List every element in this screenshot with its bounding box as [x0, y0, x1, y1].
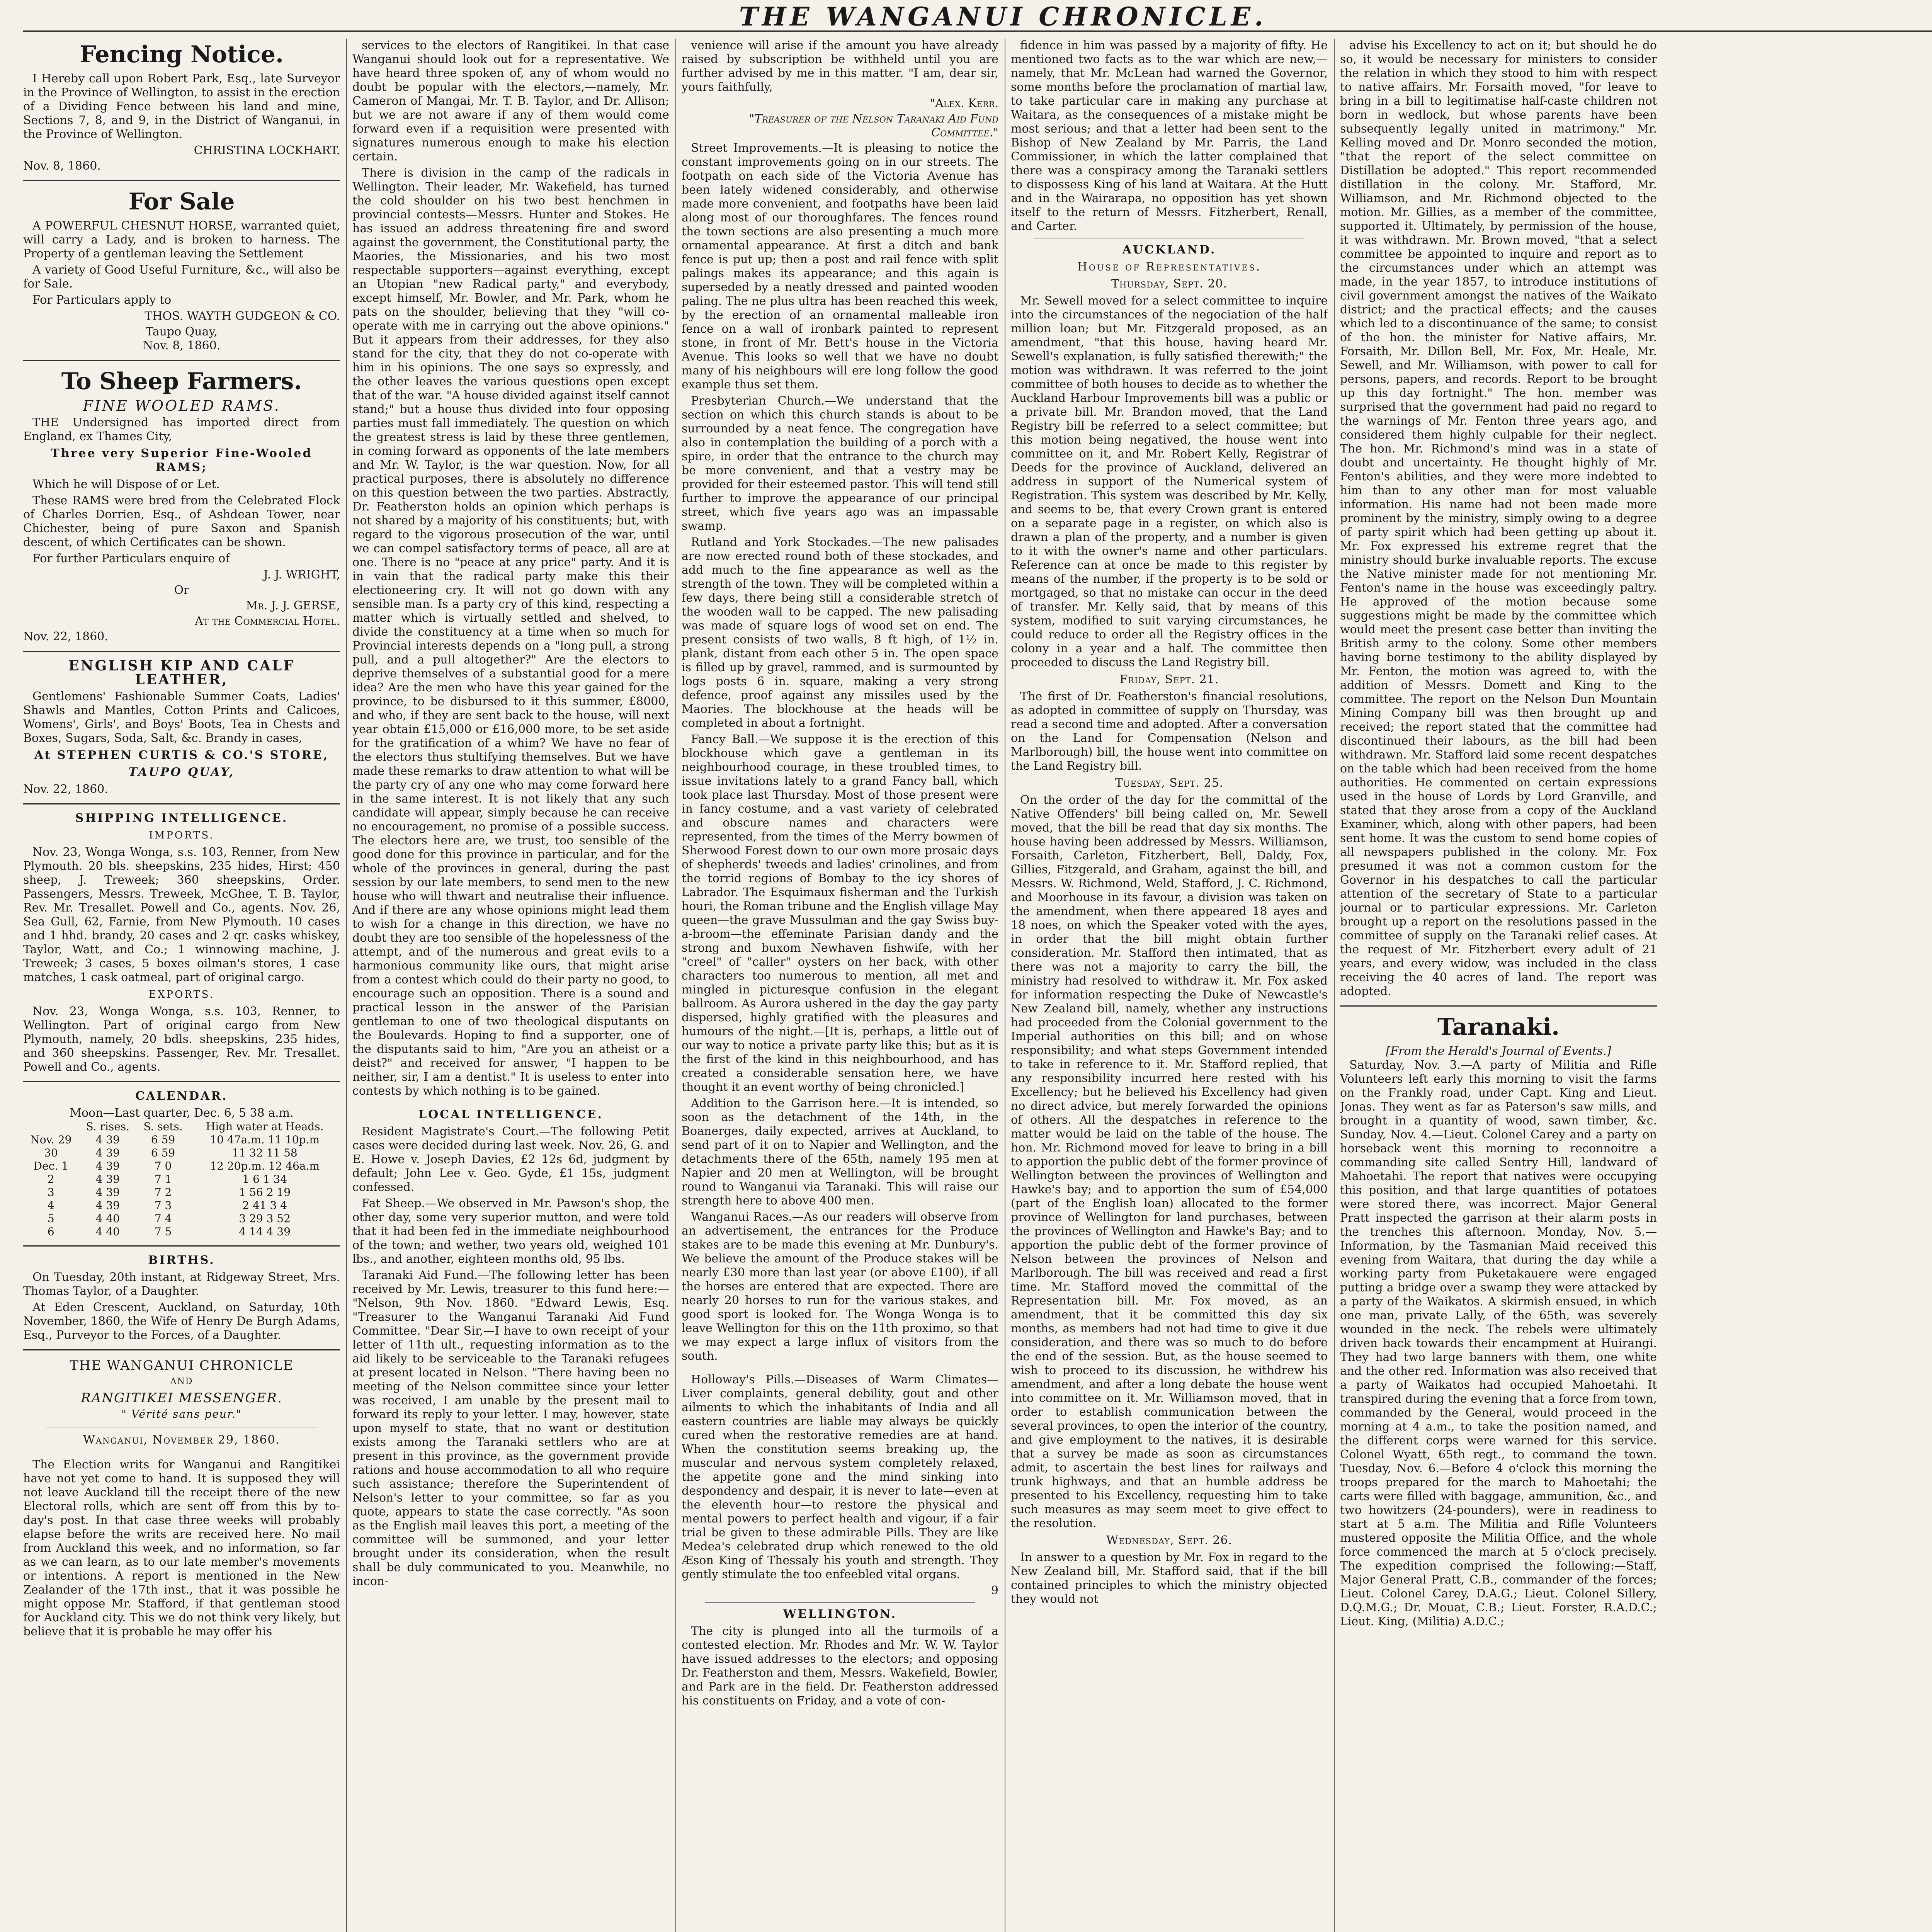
column-rule [1334, 39, 1335, 1932]
calendar-cell: 30 [44, 1146, 58, 1159]
magistrate-court: Resident Magistrate's Court.—The following Petit cases were decided during last week. Nov. 26, G. and E. Howe v. Joseph Davies, £2 12s 6d, judgment by default; John Lee v. Geo. Gyde, £1 15s, judgment confessed. [352, 1125, 669, 1194]
sheep-subheading: FINE WOOLED RAMS. [83, 397, 281, 414]
column-5-inner [1340, 39, 1657, 1629]
wanganui-races: Wanganui Races.—As our readers will observe from an advertisement, the entrances for the Produce stakes are to be made this evening at Mr. Dunbury's. We believe the amount of the Produce stakes will be nearly £30 more than last year (or above £100), if all the horses are entered that are expected. There are nearly 20 horses to run for the various stakes, and good sport is looked for. The Wonga Wonga is to leave Wellington for this on the 11th proximo, so that we may expect a large influx of visitors from the south. [682, 1210, 998, 1363]
fancy-ball: Fancy Ball.—We suppose it is the erection of this blockhouse which gave a gentleman in its neighbourhood courage, in these troubled times, to issue invitations lately to a grand Fancy ball, which took place last Thursday. Most of those present were in fancy costume, and a vast variety of celebrated and obscure names and characters were represented, from the times of the Merry bowmen of Sherwood Forest down to our own more prosaic days of shepherds' tweeds and ladies' crinolines, and from the torrid regions of Bombay to the icy shores of Labrador. The Esquimaux fisherman and the Turkish houri, the Roman tribune and the English village May queen—the grave Mussulman and the gay Swiss buy-a-broom—the effeminate Parisian dandy and the strong and buxom Newhaven fishwife, with her "creel" of "caller" oysters on her back, with other characters too numerous to mention, all met and mingled in picturesque confusion in the elegant ballroom. As Aurora ushered in the day the gay party dispersed, highly gratified with the pleasures and humours of the night.—[It is, perhaps, a little out of our way to notice a private party like this; but as it is the first of the kind in this neighbourhood, and has created a considerable sensation here, we have thought it an event worthy of being chronicled.] [682, 733, 998, 1094]
aid-fund-continued: venience will arise if the amount you have already raised by subscription be withheld until you are further advised by me in this matter. "I am, dear sir, yours faithfully, [682, 39, 998, 94]
paper-title-2: RANGITIKEI MESSENGER. [81, 1390, 282, 1406]
calendar-cell: 4 39 [95, 1173, 120, 1185]
presbyterian-church: Presbyterian Church.—We understand that the section on which this church stands is about to be surrounded by a neat fence. The congregation have also in contemplation the building of a porch with a spire, in order that the entrance to the church may be more convenient, and that a vestry may be provided for their esteemed pastor. This will tend still further to improve the appearance of our principal street, which five years ago was an impassable swamp. [682, 394, 998, 533]
calendar-header: High water at Heads. [206, 1120, 324, 1133]
aid-fund-signer: "Alex. Kerr. [930, 97, 998, 110]
street-improvements: Street Improvements.—It is pleasing to notice the constant improvements going on in our streets. The footpath on each side of the Victoria Avenue has been lately widened considerably, and otherwise made more convenient, and footpaths have been laid along most of our thoroughfares. The fences round the town sections are also presenting a much more ornamental appearance. At first a ditch and bank fence is put up; then a post and rail fence with split palings makes its appearance; and this again is superseded by a neatly dressed and painted wooden paling. The ne plus ultra has been reached this week, by the erection of an ornamental malleable iron fence on a wall of ironbark painted to represent stone, in front of Mr. Bett's house in the Victoria Avenue. This looks so well that we have no doubt many of his neighbours will ere long follow the good example thus set them. [682, 141, 998, 391]
calendar-row [23, 1133, 340, 1146]
divider [23, 360, 340, 361]
calendar-header [23, 1120, 79, 1133]
columns [23, 39, 1932, 1932]
fencing-heading: Fencing Notice. [80, 41, 284, 68]
fencing-notice [23, 41, 340, 173]
column-5 [1340, 39, 1932, 1932]
wellington-body: The city is plunged into all the turmoils of a contested election. Mr. Rhodes and Mr. W. W. Taylor have issued addresses to the electors; and opposing Dr. Featherston and them, Messrs. Wakefield, Bowler, and Park are in the field. Dr. Featherston addressed his constituents on Friday, and a vote of con- [682, 1624, 998, 1708]
sheep-body-4: These RAMS were bred from the Celebrated Flock of Charles Dorrien, Esq., of Ashdean Tower, near Chichester, being of pure Saxon and Spanish descent, of which Certificates can be shown. [23, 494, 340, 549]
calendar-cell: 4 39 [95, 1146, 120, 1159]
fencing-body: I Hereby call upon Robert Park, Esq., late Surveyor in the Province of Wellington, to assist in the erection of a Dividing Fence between his land and mine, Sections 7, 8, and 9, in the District of Wanganui, in the Province of Wellington. [23, 72, 340, 141]
calendar-cell: 4 40 [95, 1212, 120, 1225]
imports-body: Nov. 23, Wonga Wonga, s.s. 103, Renner, from New Plymouth. 20 bls. sheepskins, 235 hides, Hirst; 450 sheep, J. Treweek; 360 sheepskins, Order. Passengers, Messrs. Treweek, McGhee, T. B. Taylor, Rev. Mr. Tresallet. Powell and Co., agents. Nov. 26, Sea Gull, 62, Farnie, from New Plymouth. 10 cases and 1 hhd. brandy, 20 cases and 2 qr. casks whiskey, Taylor, Watt, and Co.; 1 winnowing machine, J. Treweek; 3 cases, 5 boxes oilman's stores, 1 case matches, 1 cask oatmeal, part of original cargo. [23, 845, 340, 984]
sitting-body-3: On the order of the day for the committal of the Native Offenders' bill being called on, Mr. Sewell moved, that the bill be read that day six months. The house having been addressed by Messrs. Williamson, Forsaith, Carleton, Fitzherbert, Bell, Daldy, Fox, Gillies, Fitzgerald, and Graham, against the bill, and Messrs. W. Richmond, Weld, Stafford, J. C. Richmond, and Moorhouse in its favour, a division was taken on the amendment, when there appeared 18 ayes and 18 noes, on which the Speaker voted with the ayes, in order that the bill might obtain further consideration. Mr. Stafford then intimated, that as there was not a majority to carry the bill, the ministry had resolved to withdraw it. Mr. Fox asked for information respecting the Duke of Newcastle's New Zealand bill, namely, whether any instructions had proceeded from the Colonial government to the Imperial authorities on this bill; and on whose responsibility; and what steps Government intended to take in reference to it. Mr. Stafford replied, that any responsibility incurred here rested with his Excellency; but he believed his Excellency had given no direct advice, but merely forwarded the opinions of others. All the despatches in reference to the matter would be laid on the table of the house. The hon. Mr. Richmond moved for leave to bring in a bill to apportion the public debt of the former province of Wellington between the provinces of Wellington and Hawke's bay; and to apportion the sum of £54,000 (part of the English loan) allocated to the former province of Wellington for land purchases, between the provinces of Wellington and Hawke's Bay; and to apportion the public debt of the former province of Nelson between the provinces of Nelson and Marlborough. The bill was received and read a first time. Mr. Stafford moved the committal of the Representation bill. Mr. Fox moved, as an amendment, that it be committed this day six months, as members had not had time to give it due consideration, and there was so much to do before the end of the session. But, as the house seemed to wish to proceed to its discussion, he withdrew his amendment, and after a long debate the house went into committee on it. Mr. Williamson moved, that in order to establish communication between the several provinces, to open the interior of the country, and give employment to the natives, it is desirable that a survey be made as soon as circumstances admit, to ascertain the best lines for railways and trunk highways, and that an humble address be presented to his Excellency, requesting him to take such measures as may seem meet to give effect to the resolution. [1011, 793, 1328, 1530]
calendar-cell: 7 3 [154, 1199, 172, 1212]
shipping-intelligence [23, 811, 340, 1074]
calendar-table [23, 1120, 340, 1238]
leather-store: At STEPHEN CURTIS & CO.'S STORE, [34, 748, 329, 762]
sitting-body-2: The first of Dr. Featherston's financial resolutions, as adopted in committee of supply on Thursday, was read a second time and adopted. After a conversation on the Land for Compensation (Nelson and Marlborough) bill, the house went into committee on the Land Registry bill. [1011, 690, 1328, 773]
leather-ad [23, 659, 340, 796]
column-3 [682, 39, 998, 1932]
divider [23, 180, 340, 181]
for-sale-ad [23, 188, 340, 353]
for-sale-body-3: For Particulars apply to [32, 293, 172, 307]
taranaki-aid-fund: Taranaki Aid Fund.—The following letter has been received by Mr. Lewis, treasurer to this fund here:— "Nelson, 9th Nov. 1860. "Edward Lewis, Esq. "Treasurer to the Wanganui Taranaki Aid Fund Committee. "Dear Sir,—I have to own receipt of your letter of 11th ult., requesting information as to the aid likely to be serviceable to the Taranaki refugees at present located in Nelson. "There having been no meeting of the Nelson committee since your letter was received, I am unable by the present mail to forward its reply to your letter. I may, however, state upon myself to state, that no want or destitution exists among the Taranaki settlers who are at present in this province, as the government provide rations and house accommodation to all who require such assistance; therefore the Superintendent of Nelson's letter to your committee, so far as you quote, appears to state the case correctly. "As soon as the English mail leaves this port, a meeting of the committee will be summoned, and your letter brought under its consideration, when the result shall be duly communicated to you. Meanwhile, no incon- [352, 1269, 669, 1588]
calendar-cell: 4 39 [95, 1199, 120, 1212]
calendar-cell: 3 29 3 52 [239, 1212, 291, 1225]
divider [23, 1245, 340, 1247]
ad-number: 9 [991, 1584, 998, 1597]
taranaki-journal: Saturday, Nov. 3.—A party of Militia and Rifle Volunteers left early this morning to visit the farms on the Frankly road, under Capt. King and Lieut. Jonas. They went as far as Paterson's saw mills, and brought in a quantity of wood, sawn timber, &c. Sunday, Nov. 4.—Lieut. Colonel Carey and a party on horseback went this morning to reconnoitre a commanding site called Sentry Hill, landward of Mahoetahi. The report that natives were occupying this position, and that large quantities of potatoes were stored there, was incorrect. Major General Pratt inspected the garrison at their alarm posts in the trenches this afternoon. Monday, Nov. 5.—Information, by the Tasmanian Maid received this evening from Waitara, that during the day while a working party from Puketakauere were engaged putting a bridge over a swamp they were attacked by a party of the Waikatos. A skirmish ensued, in which one man, private Lally, of the 65th, was severely wounded in the neck. The rebels were ultimately driven back towards their encampment at Huirangi. They had two large banners with them, one white and the other red. Information was also received that a party of Waikatos had occupied Mahoetahi. It transpired during the evening that a force from town, commanded by the General, would proceed in the morning at 4 a.m., to take the position named, and the different corps were warned for this service. Colonel Wyatt, 65th regt., to command the town. Tuesday, Nov. 6.—Before 4 o'clock this morning the troops prepared for the march to Mahoetahi; the carts were filled with baggage, ammunition, &c., and two howitzers (24-pounders), were in readiness to start at 5 a.m. The Militia and Rifle Volunteers mustered opposite the Militia Office, and the whole force commenced the march at 5 o'clock precisely. The expedition comprised the following:—Staff, Major General Pratt, C.B., commander of the forces; Lieut. Colonel Carey, D.A.G.; Lieut. Colonel Sillery, D.Q.M.G.; Dr. Mouat, C.B.; Lieut. Forster, R.A.D.C.; Lieut. King, (Militia) A.D.C.; [1340, 1058, 1657, 1628]
sheep-date: Nov. 22, 1860. [23, 630, 108, 643]
calendar-cell: 11 32 11 58 [232, 1146, 298, 1159]
paper-and: AND [170, 1377, 193, 1386]
masthead-rule [23, 30, 1932, 32]
newspaper-title: THE WANGANUI CHRONICLE. [739, 2, 1267, 32]
calendar-cell: 7 4 [154, 1212, 172, 1225]
taranaki-heading: Taranaki. [1437, 1014, 1560, 1041]
divider [1340, 1005, 1657, 1007]
sheep-body-2: Three very Superior Fine-Wooled RAMS; [51, 447, 313, 474]
births [23, 1253, 340, 1342]
for-sale-body-2: A variety of Good Useful Furniture, &c., will also be for Sale. [23, 263, 340, 291]
divider [705, 1602, 975, 1603]
sitting-body-1: Mr. Sewell moved for a select committee to inquire into the circumstances of the negociation of the half million loan; but Mr. Fitzgerald proposed, as an amendment, "that this house, having heard Mr. Sewell's explanation, is fully satisfied therewith;" the motion was withdrawn. It was referred to the joint committee of both houses to decide as to whether the Auckland Harbour Improvements bill was a public or a private bill. Mr. Brandon moved, that the Land Registry bill be referred to a select committee; but this motion being negatived, the house went into committee on it, and Mr. Robert Kelly, Registrar of Deeds for the province of Auckland, delivered an address in support of the Numerical system of Registration. This system was described by Mr. Kelly, and seems to be, that every Crown grant is entered on a separate page in a register, on which also is drawn a plan of the property, and a number is given to it with the owner's name and other particulars. Reference can at once be made to this register by means of the number, if the property is to be sold or mortgaged, so that no mistake can occur in the deed of transfer. Mr. Kelly said, that by means of this system, modified to suit varying circumstances, he could reduce to order all the Registry offices in the colony in a year and a half. The committee then proceeded to discuss the Land Registry bill. [1011, 294, 1328, 669]
leather-date: Nov. 22, 1860. [23, 782, 108, 796]
calendar-row [23, 1160, 340, 1173]
calendar-cell: Dec. 1 [33, 1160, 68, 1172]
garrison-addition: Addition to the Garrison here.—It is intended, so soon as the detachment of the 14th, in the Boanerges, daily expected, arrives at Auckland, to send part of it on to Napier and Wellington, and the detachments there of the 65th, namely 195 men at Napier and 20 men at Wellington, will be brought round to Wanganui via Taranaki. This will raise our strength here to above 400 men. [682, 1097, 998, 1208]
calendar-cell: 7 2 [154, 1186, 172, 1199]
calendar-heading: CALENDAR. [135, 1089, 228, 1103]
local-intelligence-heading: LOCAL INTELLIGENCE. [418, 1108, 603, 1121]
leather-heading: ENGLISH KIP AND CALF LEATHER, [68, 658, 295, 688]
calendar-cell: 12 20p.m. 12 46a.m [210, 1160, 320, 1172]
calendar-cell: 1 6 1 34 [242, 1173, 287, 1185]
aid-fund-signer-title: "Treasurer of the Nelson Taranaki Aid Fund Committee." [749, 112, 998, 139]
sheep-heading: To Sheep Farmers. [61, 368, 302, 395]
births-heading: BIRTHS. [148, 1253, 215, 1267]
wellington-heading: WELLINGTON. [783, 1607, 897, 1621]
calendar-cell: 1 56 2 19 [239, 1186, 291, 1199]
calendar-cell: 7 5 [154, 1225, 172, 1238]
column-rule [675, 39, 676, 1932]
sheep-body-5: For further Particulars enquire of [32, 552, 230, 565]
calendar-cell: 5 [47, 1212, 54, 1225]
calendar-cell: 7 1 [154, 1173, 172, 1185]
sitting-continued: advise his Excellency to act on it; but should he do so, it would be necessary for ministers to consider the relation in which they stood to him with respect to native affairs. Mr. Forsaith moved, "for leave to bring in a bill to legitimatise half-caste children not born in wedlock, but whose parents have been subsequently legally united in matrimony." Mr. Kelling moved and Dr. Monro seconded the motion, "that the report of the select committee on Distillation be adopted." This report recommended distillation in the colony. Mr. Stafford, Mr. Williamson, and Mr. Richmond objected to the motion. Mr. Gillies, as a member of the committee, supported it. Ultimately, by permission of the house, it was withdrawn. Mr. Brown moved, "that a select committee be appointed to inquire and report as to the circumstances under which an attempt was made, in the year 1857, to introduce institutions of civil government amongst the natives of the Waikato district; and the practical effects; and the causes which led to a discontinuance of the same; to consist of the hon. the minister for Native affairs, Mr. Forsaith, Mr. Dillon Bell, Mr. Fox, Mr. Heale, Mr. Sewell, and Mr. Williamson, with power to call for persons, papers, and records. Report to be brought up this day fortnight." The hon. member was surprised that the government had paid no regard to the warnings of Mr. Fenton three years ago, and considered them highly culpable for their neglect. The hon. Mr. Richmond's mind was in a state of doubt and uncertainty. He thought highly of Mr. Fenton's abilities, and they were more indebted to him than to any other man for most valuable information. His name had not been made more prominent by the ministry, simply owing to a degree of party spirit which had been getting up about it. Mr. Fox expressed his extreme regret that the ministry should burke invaluable reports. The excuse the Native minister made for not mentioning Mr. Fenton's name in the house was exceedingly paltry. He approved of the motion because some suggestions might be made by the committee which would meet the present case better than inviting the British army to the colony. Some other members having borne testimony to the ability displayed by Mr. Fenton, the motion was agreed to, with the addition of Messrs. Domett and King to the committee. The report on the Nelson Dun Mountain Mining Company bill was then brought up and received; the report stated that the committee had discontinued their labours, as the bill had been withdrawn. Mr. Stafford laid some recent despatches on the table which had been received from the home authorities. He commented on certain expressions used in the house of Lords by Lord Granville, and stated that they arose from a copy of the Auckland Examiner, which, along with other papers, had been sent home. It was the custom to send home copies of all newspapers published in the colony. Mr. Fox presumed it was not a common custom for the Governor in his despatches to call the particular attention of the secretary of State to a particular journal or to particular expressions. Mr. Carleton brought up a report on the resolutions passed in the committee of supply on the Taranaki relief cases. At the request of Mr. Fitzherbert every adult of 21 years, and every widow, was included in the class receiving the 40 acres of land. The report was adopted. [1340, 39, 1657, 998]
calendar-row [23, 1225, 340, 1238]
masthead [0, 0, 1932, 32]
calendar [23, 1089, 340, 1238]
stockades: Rutland and York Stockades.—The new palisades are now erected round both of these stockades, and add much to the fine appearance as well as the strength of the town. They will be completed within a few days, there being still a considerable stretch of the wooden wall to be capped. The new palisading was made of square logs of wood set on end. The present consists of two walls, 8 ft high, of 1½ in. plank, distant from each other 5 in. The open space is filled up by gravel, rammed, and is surmounted by logs posts 6 in. square, making a very strong defence, proof against any missiles used by the Maories. The blockhouse at the heads will be completed in about a fortnight. [682, 536, 998, 730]
calendar-cell: 2 [47, 1173, 54, 1185]
calendar-cell: Nov. 29 [30, 1133, 72, 1146]
sheep-signer-2: Mr. J. J. GERSE, [246, 599, 340, 612]
column-1 [23, 39, 340, 1932]
for-sale-body-1: A POWERFUL CHESNUT HORSE, warranted quiet, will carry a Lady, and is broken to harness. The Property of a gentleman leaving the Settlement [23, 219, 340, 260]
for-sale-heading: For Sale [128, 188, 235, 215]
births-body-1: On Tuesday, 20th instant, at Ridgeway Street, Mrs. Thomas Taylor, of a Daughter. [23, 1270, 340, 1298]
fencing-date: Nov. 8, 1860. [23, 159, 101, 173]
calendar-cell: 6 59 [151, 1146, 175, 1159]
calendar-cell: 6 59 [151, 1133, 175, 1146]
holloways-pills-ad: Holloway's Pills.—Diseases of Warm Climates—Liver complaints, general debility, gout and other ailments to which the inhabitants of India and all eastern countries are liable may always be quickly cured when the restorative remedies are at hand. When the constitution seems breaking up, the muscular and nervous system completely relaxed, the appetite gone and the mind sinking into despondency and despair, it is never to late—even at the eleventh hour—to restore the physical and mental powers to perfect health and vigour, if a fair trial be given to these admirable Pills. They are like Medea's celebrated drup which renewed to the old Æson King of Thessaly his youth and strength. They gently stimulate the too enfeebled vital organs. [682, 1373, 998, 1581]
calendar-row [23, 1173, 340, 1186]
wellington-continued: fidence in him was passed by a majority of fifty. He mentioned two facts as to the war which are new,—namely, that Mr. McLean had warned the Governor, some months before the proclamation of martial law, to take particular care in making any purchase at Waitara, as the consequences of a mistake might be most serious; and that a letter had been sent to the Bishop of New Zealand by Mr. Parris, the Land Commissioner, in which the latter complained that there was a conspiracy among the Taranaki settlers to dispossess King of his land at Waitara. At the Hutt and in the Wairarapa, no opposition has yet shown itself to the return of Messrs. Fitzherbert, Renall, and Carter. [1011, 39, 1328, 233]
calendar-cell: 4 [47, 1199, 54, 1212]
for-sale-place: Taupo Quay, [146, 325, 218, 338]
sheep-or: Or [174, 583, 189, 597]
for-sale-signer: THOS. WAYTH GUDGEON & CO. [145, 310, 340, 323]
exports-body: Nov. 23, Wonga Wonga, s.s. 103, Renner, to Wellington. Part of original cargo from New Plymouth, namely, 20 bdls. sheepskins, 235 hides, and 360 sheepskins. Passenger, Rev. Mr. Tresallet. Powell and Co., agents. [23, 1005, 340, 1074]
sitting-date-4: Wednesday, Sept. 26. [1106, 1534, 1232, 1547]
taranaki-source: [From the Herald's Journal of Events.] [1386, 1044, 1611, 1058]
calendar-header: S. rises. [86, 1120, 130, 1133]
for-sale-date: Nov. 8, 1860. [143, 339, 221, 352]
house-heading: House of Representatives. [1077, 260, 1262, 274]
calendar-cell: 7 0 [154, 1160, 172, 1172]
sitting-date-1: Thursday, Sept. 20. [1111, 277, 1228, 291]
editorial-radicals: There is division in the camp of the radicals in Wellington. Their leader, Mr. Wakefield, has turned the cold shoulder on his two best henchmen in provincial contests—Messrs. Hunter and Stokes. He has issued an address threatening fire and sword against the government, the Constitutional party, the Maories, the Missionaries, and his two most respectable supporters—against everything, except an Utopian "new Radical party," and everybody, except himself, Mr. Bowler, and Mr. Park, whom he pats on the shoulder, believing that they "will co-operate with me in carrying out the above opinions." But it appears from their addresses, for they also stand for the city, that they do not co-operate with him in his opinions. The one says so expressly, and the other leaves the various questions open except that of the war. "A house divided against itself cannot stand;" but a house thus divided into four opposing parties must fall immediately. The question on which the greatest stress is laid by these three gentlemen, in coming forward as opponents of the late members and Mr. W. Taylor, is the war question. Now, for all practical purposes, there is absolutely no difference on this question between the two parties. Abstractly, Dr. Featherston holds an opinion which perhaps is not shared by a majority of his constituents; but, with regard to the vigorous prosecution of the war, until we can compel satisfactory terms of peace, all are at one. There is no "peace at any price" party. And it is in vain that the radical party make this their electioneering cry. It will not go down with any sensible man. Is a party cry of this kind, respecting a matter which is virtually settled and shelved, to divide the constituency at a time when so much for Provincial interests depends on a "long pull, a strong pull, and a pull altogether?" Are the electors to deprive themselves of a substantial good for a mere idea? Are the men who have this year gained for the province, to be disbursed to it this summer, £8000, and who, if they are sent back to the house, will next year obtain £15,000 or £16,000 more, to be set aside for the gratification of a whim? We have no fear of the electors thus stultifying themselves. But we have made these remarks to draw attention to what will be the party cry of any one who may come forward here in the same interest. It is not likely that any such candidate will appear, simply because he can receive no encouragement, no promise of a possible success. The electors here are, we trust, too sensible of the good done for this province in particular, and for the whole of the provinces in general, during the past session by our late members, to send men to the new house who will thwart and neutralise their influence. And if there are any whose opinions might lead them to wish for a change in this direction, we have no doubt they are too sensible of the hopelessness of the attempt, and of the numerous and great evils to a harmonious community like ours, that might arise from a contest which could do their party no good, to encourage such an opposition. There is a sound and practical lesson in the answer of the Parisian gentleman to one of two theological disputants on the Boulevards. Hoping to find a supporter, one of the disputants said to him, "Are you an atheist or a deist?" and received for answer, "I happen to be neither, sir, I am a dentist." It is useless to enter into contests by which nothing is to be gained. [352, 166, 669, 1098]
sheep-place: At the Commercial Hotel. [195, 614, 340, 628]
sitting-date-3: Tuesday, Sept. 25. [1115, 776, 1224, 790]
births-body-2: At Eden Crescent, Auckland, on Saturday, 10th November, 1860, the Wife of Henry De Burgh Adams, Esq., Purveyor to the Forces, of a Daughter. [23, 1301, 340, 1342]
sitting-date-2: Friday, Sept. 21. [1119, 673, 1219, 686]
calendar-cell: 4 39 [95, 1160, 120, 1172]
calendar-row [23, 1146, 340, 1160]
calendar-cell: 6 [47, 1225, 54, 1238]
shipping-heading: SHIPPING INTELLIGENCE. [75, 811, 288, 825]
paper-dateline: Wanganui, November 29, 1860. [83, 1433, 281, 1447]
editorial-continued: services to the electors of Rangitikei. In that case Wanganui should look out for a representative. We have heard three spoken of, any of whom would no doubt be popular with the electors,—namely, Mr. Cameron of Mangai, Mr. T. B. Taylor, and Dr. Allison; but we are not aware if any of them would come forward even if a requisition were presented with signatures numerous enough to make his election certain. [352, 39, 669, 163]
leather-place: TAUPO QUAY, [128, 765, 235, 779]
paper-masthead [23, 1357, 340, 1453]
calendar-header-row [23, 1120, 340, 1133]
sheep-farmers-ad [23, 368, 340, 644]
calendar-cell: 4 39 [95, 1186, 120, 1199]
calendar-cell: 3 [47, 1186, 54, 1199]
divider [23, 1081, 340, 1082]
fencing-signer: CHRISTINA LOCKHART. [194, 144, 340, 157]
sitting-body-4: In answer to a question by Mr. Fox in regard to the New Zealand bill, Mr. Stafford said, that if the bill contained principles to which the ministry objected they would not [1011, 1551, 1328, 1606]
calendar-cell: 4 14 4 39 [239, 1225, 291, 1238]
calendar-cell: 4 39 [95, 1133, 120, 1146]
calendar-moon: Moon—Last quarter, Dec. 6, 5 38 a.m. [70, 1106, 294, 1120]
divider [23, 803, 340, 804]
leather-items: Gentlemens' Fashionable Summer Coats, Ladies' Shawls and Mantles, Cotton Prints and Calicoes, Womens', Girls', and Boys' Boots, Tea in Chests and Boxes, Sugars, Soda, Salt, &c. Brandy in cases, [23, 690, 340, 745]
exports-heading: EXPORTS. [149, 989, 214, 1000]
calendar-row [23, 1199, 340, 1212]
calendar-header: S. sets. [143, 1120, 183, 1133]
calendar-row [23, 1212, 340, 1225]
paper-motto: " Vérité sans peur." [121, 1408, 242, 1420]
sheep-body-1: THE Undersigned has imported direct from England, ex Thames City, [23, 416, 340, 443]
calendar-cell: 10 47a.m. 11 10p.m [210, 1133, 320, 1146]
fat-sheep: Fat Sheep.—We observed in Mr. Pawson's shop, the other day, some very superior mutton, and were told that it had been fed in the immediate neighbourhood of the town; and wether, two years old, weighed 101 lbs., and another, eighteen months old, 95 lbs. [352, 1197, 669, 1266]
paper-title-1: THE WANGANUI CHRONICLE [70, 1358, 294, 1373]
column-rule [346, 39, 347, 1932]
calendar-row [23, 1186, 340, 1199]
auckland-heading: AUCKLAND. [1122, 243, 1216, 257]
divider [23, 1349, 340, 1350]
calendar-cell: 2 41 3 4 [242, 1199, 287, 1212]
calendar-cell: 4 40 [95, 1225, 120, 1238]
editorial-text: The Election writs for Wanganui and Rangitikei have not yet come to hand. It is supposed they will not leave Auckland till the receipt there of the new Electoral rolls, which are sent off from this by to-day's post. In that case three weeks will probably elapse before the writs are received here. No mail from Auckland this week, and no information, so far as we can learn, as to our late member's movements or intentions. A report is mentioned in the New Zealander of the 17th inst., that it was possible he might oppose Mr. Stafford, if that gentleman stood for Auckland city. This we do not think very likely, but believe that it is probable he may offer his [23, 1458, 340, 1638]
imports-heading: IMPORTS. [149, 830, 214, 841]
column-4 [1011, 39, 1328, 1932]
column-2 [352, 39, 669, 1932]
sheep-signer-1: J. J. WRIGHT, [263, 568, 340, 582]
sheep-body-3: Which he will Dispose of or Let. [32, 478, 220, 491]
divider [23, 651, 340, 652]
